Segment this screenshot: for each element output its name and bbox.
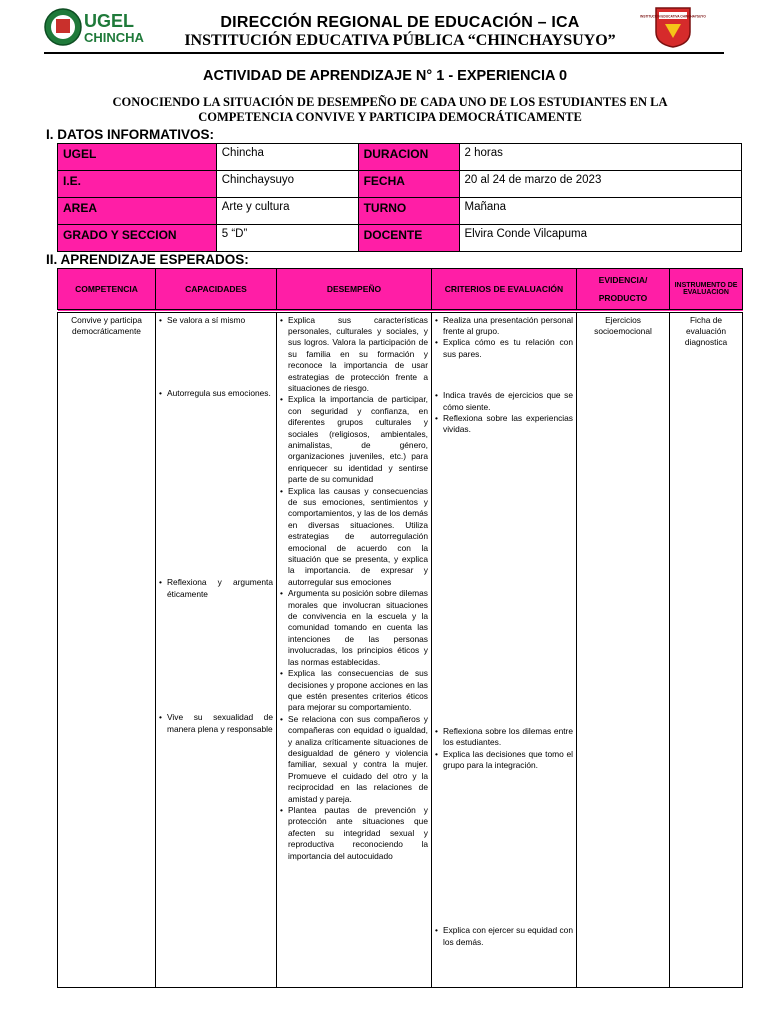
info-row <box>58 144 742 171</box>
school-crest-logo <box>640 6 706 48</box>
table-body-row <box>58 311 743 988</box>
activity-title: ACTIVIDAD DE APRENDIZAJE N° 1 - EXPERIENCIA 0 <box>202 68 568 84</box>
info-row <box>58 171 742 198</box>
desempeno-item: • Argumenta su posición sobre dilemas morales que involucran situaciones de convivencia en la escuela y la comunidad tomando en cuenta las intenciones de las personas involucradas, los principios éticos y las normas establecidas. <box>280 588 428 668</box>
instrumento-text: Ficha de evaluación diagnostica <box>684 314 728 348</box>
criterio-item: • Reflexiona sobre los dilemas entre los estudiantes. <box>435 726 573 749</box>
desempeno-item: • Explica sus características personales, culturales y sociales, y sus logros. Valora la participación de su familia en su formación y reconoce la importancia de usar estrategias de protección frente a situaciones de riesgo. <box>280 315 428 395</box>
header-producto: PRODUCTO <box>598 292 648 303</box>
fecha-value: 20 al 24 de marzo de 2023 <box>459 171 741 198</box>
aprendizajes-table <box>57 268 743 988</box>
instrumento-cell <box>670 311 743 988</box>
duracion-label: DURACION <box>358 144 459 171</box>
criterio-item: • Realiza una presentación personal frente al grupo. <box>435 315 573 338</box>
section-aprendizaje-title: II. APRENDIZAJE ESPERADOS: <box>46 252 249 267</box>
desempeno-item: • Plantea pautas de prevención y protección ante situaciones que afecten su integridad sexual y reproductiva reconociendo la importancia del autocuidado <box>280 805 428 862</box>
capacidad-item: • Se valora a sí mismo <box>159 315 273 326</box>
desempeno-item: • Explica la importancia de participar, con seguridad y confianza, en diferentes grupos culturales y sociales (religiosos, ambientales, animalistas, de género, organizaciones juveniles, etc.) para enriquecer su identidad y sentirse parte de su comunidad <box>280 394 428 485</box>
desempeno-item: • Explica las causas y consecuencias de sus emociones, sentimientos y comportamientos, y las de los demás en diversas situaciones. Utiliza estrategias de autorregulación emocional de acuerdo con la situación que se presenta, y explica la importancia. de expresar y autorregular sus emociones <box>280 486 428 589</box>
capacidades-cell <box>156 311 277 988</box>
capacidad-item: • Reflexiona y argumenta éticamente <box>159 577 273 600</box>
turno-label: TURNO <box>358 198 459 225</box>
ugel-label: UGEL <box>58 144 217 171</box>
info-row <box>58 198 742 225</box>
logo-left-subtitle: CHINCHA <box>84 30 144 45</box>
header-criterios: CRITERIOS DE EVALUACIÓN <box>432 269 577 311</box>
logo-left-title: UGEL <box>84 11 135 31</box>
evidencia-text: Ejercicios socioemocional <box>594 314 652 336</box>
grado-value: 5 “D” <box>216 225 358 252</box>
header-instrumento: INSTRUMENTO DE EVALUACION <box>670 269 743 311</box>
grado-label: GRADO Y SECCION <box>58 225 217 252</box>
capacidad-item: • Autorregula sus emociones. <box>159 388 273 399</box>
criterios-cell <box>432 311 577 988</box>
header-line-1: DIRECCIÓN REGIONAL DE EDUCACIÓN – ICA <box>220 14 580 31</box>
header-evidencia: EVIDENCIA/ <box>598 274 648 285</box>
desempeno-cell <box>277 311 432 988</box>
criterio-item: • Reflexiona sobre las experiencias vividas. <box>435 413 573 436</box>
capacidad-item: • Vive su sexualidad de manera plena y responsable <box>159 712 273 735</box>
logo-right-text: INSTITUCIÓN EDUCATIVA CHINCHAYSUYO <box>640 14 706 19</box>
ie-value: Chinchaysuyo <box>216 171 358 198</box>
section-datos-title: I. DATOS INFORMATIVOS: <box>46 127 214 142</box>
header-competencia: COMPETENCIA <box>58 269 156 311</box>
turno-value: Mañana <box>459 198 741 225</box>
docente-value: Elvira Conde Vilcapuma <box>459 225 741 252</box>
ugel-value: Chincha <box>216 144 358 171</box>
header-evidencia-producto <box>577 269 670 311</box>
desempeno-item: • Se relaciona con sus compañeros y compañeras con equidad o igualdad, y analiza críticamente situaciones de desigualdad de género y violencia familiar, sexual y contra la mujer. Promueve el cuidado del otro y la reciprocidad en las relaciones de amistad y pareja. <box>280 714 428 805</box>
competencia-text: Convive y participa democráticamente <box>71 314 142 336</box>
evidencia-cell <box>577 311 670 988</box>
info-row <box>58 225 742 252</box>
datos-informativos-table <box>57 143 742 252</box>
criterio-item: • Explica con ejercer su equidad con los demás. <box>435 925 573 948</box>
header-line-2: INSTITUCIÓN EDUCATIVA PÚBLICA “CHINCHAYSUYO” <box>184 32 616 49</box>
table-header-row <box>58 269 743 311</box>
header-desempeno: DESEMPEÑO <box>277 269 432 311</box>
header-divider <box>44 52 724 54</box>
competencia-cell <box>58 311 156 988</box>
header-capacidades: CAPACIDADES <box>156 269 277 311</box>
docente-label: DOCENTE <box>358 225 459 252</box>
ugel-chincha-logo <box>44 6 148 48</box>
criterio-item: • Explica cómo es tu relación con sus pares. <box>435 337 573 360</box>
area-value: Arte y cultura <box>216 198 358 225</box>
duracion-value: 2 horas <box>459 144 741 171</box>
criterio-item: • Explica las decisiones que tomo el grupo para la integración. <box>435 749 573 772</box>
ie-label: I.E. <box>58 171 217 198</box>
desempeno-item: • Explica las consecuencias de sus decisiones y propone acciones en las que estén presentes criterios éticos para mejorar su comportamiento. <box>280 668 428 714</box>
criterio-item: • Indica través de ejercicios que se cómo siente. <box>435 390 573 413</box>
area-label: AREA <box>58 198 217 225</box>
activity-subtitle: CONOCIENDO LA SITUACIÓN DE DESEMPEÑO DE CADA UNO DE LOS ESTUDIANTES EN LA COMPETENCIA CONVIVE Y PARTICIPA DEMOCRÁTICAMENTE <box>112 95 668 124</box>
fecha-label: FECHA <box>358 171 459 198</box>
